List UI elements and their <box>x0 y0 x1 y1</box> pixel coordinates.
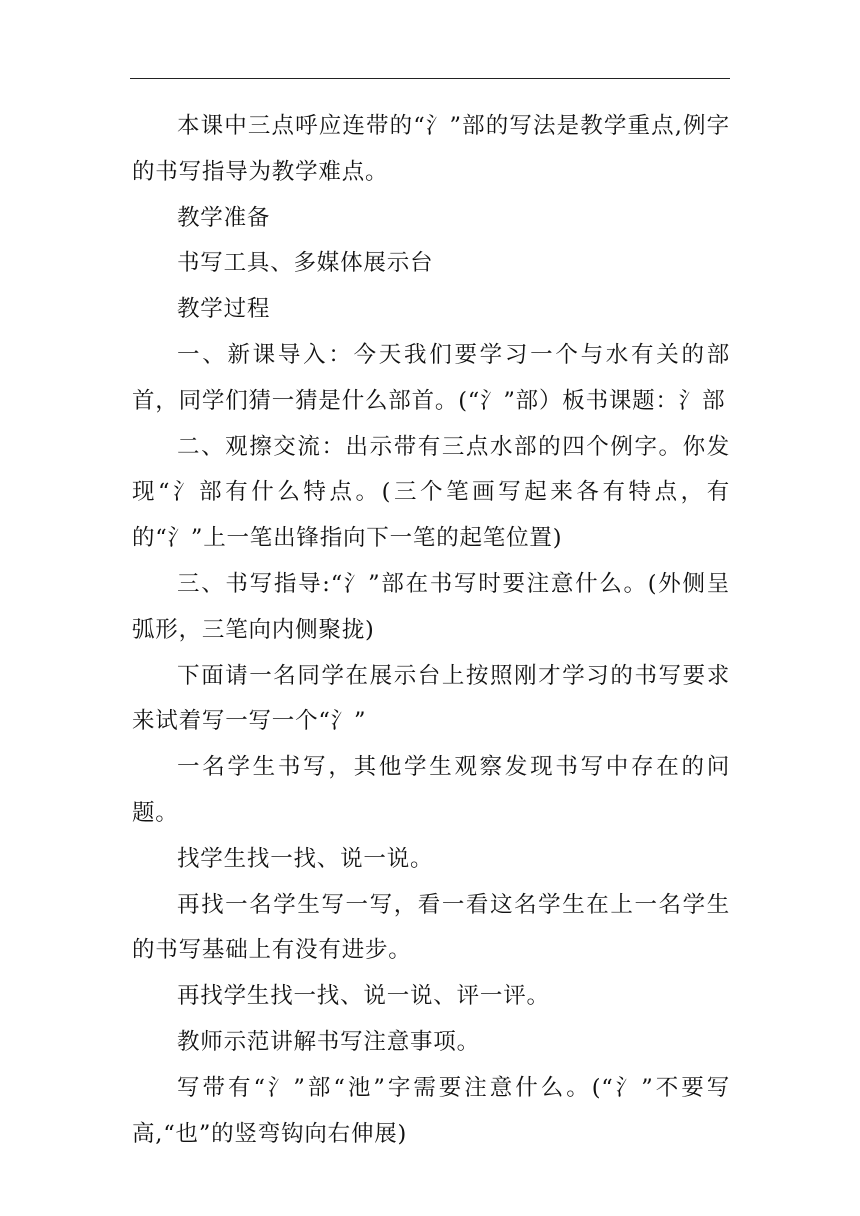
paragraph-evaluate: 再找学生找一找、说一说、评一评。 <box>177 983 550 1010</box>
paragraph-step-intro: 一、新课导入：今天我们要学习一个与水有关的部首，同学们猜一猜是什么部首。(“氵”部）板书课题：氵部 <box>132 341 730 414</box>
paragraph-find-and-say: 找学生找一找、说一说。 <box>177 845 434 872</box>
paragraph-tools: 书写工具、多媒体展示台 <box>177 250 434 277</box>
paragraph-second-student: 再找一名学生写一写，看一看这名学生在上一名学生的书写基础上有没有进步。 <box>132 891 730 964</box>
paragraph-step-observe: 二、观擦交流：出示带有三点水部的四个例字。你发现“氵部有什么特点。(三个笔画写起来各有特点，有的“氵”上一笔出锋指向下一笔的起笔位置) <box>132 433 730 552</box>
paragraph-chi-character: 写带有“氵”部“池”字需要注意什么。(“氵”不要写高,“也”的竖弯钩向右伸展) <box>132 1074 730 1147</box>
paragraph-step-guidance: 三、书写指导:“氵”部在书写时要注意什么。(外侧呈弧形，三笔向内侧聚拢) <box>132 570 730 643</box>
paragraph-student-writes: 一名学生书写，其他学生观察发现书写中存在的问题。 <box>132 754 730 826</box>
paragraph-key-points: 本课中三点呼应连带的“氵”部的写法是教学重点,例字的书写指导为教学难点。 <box>132 113 730 185</box>
document-body <box>132 104 730 1157</box>
paragraph-teacher-demo: 教师示范讲解书写注意事项。 <box>177 1028 480 1055</box>
paragraph-student-demo: 下面请一名同学在展示台上按照刚才学习的书写要求来试着写一写一个“氵” <box>132 662 730 735</box>
header-rule <box>130 78 730 79</box>
paragraph-teaching-prep-heading: 教学准备 <box>177 204 271 231</box>
paragraph-teaching-process-heading: 教学过程 <box>177 296 271 323</box>
